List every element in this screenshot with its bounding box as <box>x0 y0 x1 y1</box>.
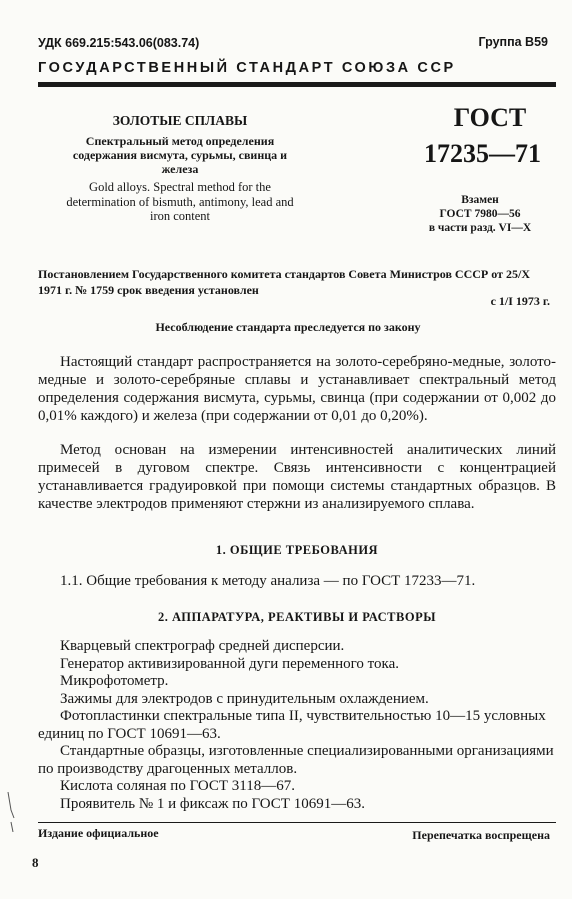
list-item: Кварцевый спектрограф средней дисперсии. <box>60 638 345 654</box>
paragraph-method: Метод основан на измерении интенсивностей аналитических линий примесей в дуговом спектре. Связь интенсивности с концентрацией устанавливается градуировкой при помощи системы стандартных образцов. В качестве электродов применяют стержни из анализируемого сплава. <box>38 442 556 512</box>
list-item: Фотопластинки спектральные типа II, чувствительностью 10—15 условных единиц по ГОСТ 10691—63. <box>38 708 546 742</box>
section-heading-general: 1. ОБЩИЕ ТРЕБОВАНИЯ <box>215 543 379 557</box>
udk-code: УДК 669.215:543.06(083.74) <box>38 36 200 50</box>
list-item: Зажимы для электродов с принудительным охлаждением. <box>60 690 429 707</box>
decree-text: Постановлением Государственного комитета стандартов Совета Министров СССР от 25/X 1971 г. № 1759 срок введения установлен <box>38 267 530 297</box>
list-item: Генератор активизированной дуги переменного тока. <box>60 655 399 672</box>
gost-number: 17235—71 <box>424 139 541 168</box>
list-item: Кислота соляная по ГОСТ 3118—67. <box>60 778 296 794</box>
title-en: Gold alloys. Spectral method for the determination of bismuth, antimony, lead and iron content <box>66 180 294 223</box>
state-standard-heading: ГОСУДАРСТВЕННЫЙ СТАНДАРТ СОЮЗА ССР <box>38 60 456 76</box>
list-item: Проявитель № 1 и фиксаж по ГОСТ 10691—63. <box>60 795 365 812</box>
footer-rule <box>38 822 556 823</box>
replaces-note: Взамен ГОСТ 7980—56 в части разд. VI—X <box>428 194 532 234</box>
footer-reprint-notice: Перепечатка воспрещена <box>412 828 550 842</box>
margin-pencil-mark <box>5 792 17 832</box>
section-heading-apparatus: 2. АППАРАТУРА, РЕАКТИВЫ И РАСТВОРЫ <box>158 610 436 624</box>
subtitle-ru: Спектральный метод определения содержания висмута, сурьмы, свинца и железа <box>72 134 288 176</box>
list-item: Микрофотометр. <box>60 673 169 689</box>
introduction-date: с 1/I 1973 г. <box>490 294 550 308</box>
header-rule <box>38 82 556 87</box>
group-code: Группа В59 <box>478 35 548 49</box>
section-1-text: 1.1. Общие требования к методу анализа — по ГОСТ 17233—71. <box>60 573 476 589</box>
page-number: 8 <box>32 855 39 870</box>
apparatus-list <box>38 638 556 813</box>
list-item: Стандартные образцы, изготовленные специализированными организациями по производству драгоценных металлов. <box>38 743 554 777</box>
legal-notice: Несоблюдение стандарта преследуется по закону <box>155 320 421 334</box>
paragraph-scope: Настоящий стандарт распространяется на золото-серебряно-медные, золото-медные и золото-серебряные сплавы и устанавливает спектральный метод определения содержания висмута, сурьмы, свинца (при содержании от 0,002 до 0,01% каждого) и железа (при содержании от 0,01 до 0,20%). <box>38 354 556 424</box>
gost-label: ГОСТ <box>453 103 527 132</box>
title-ru: ЗОЛОТЫЕ СПЛАВЫ <box>112 113 248 128</box>
footer-edition: Издание официальное <box>38 826 159 840</box>
